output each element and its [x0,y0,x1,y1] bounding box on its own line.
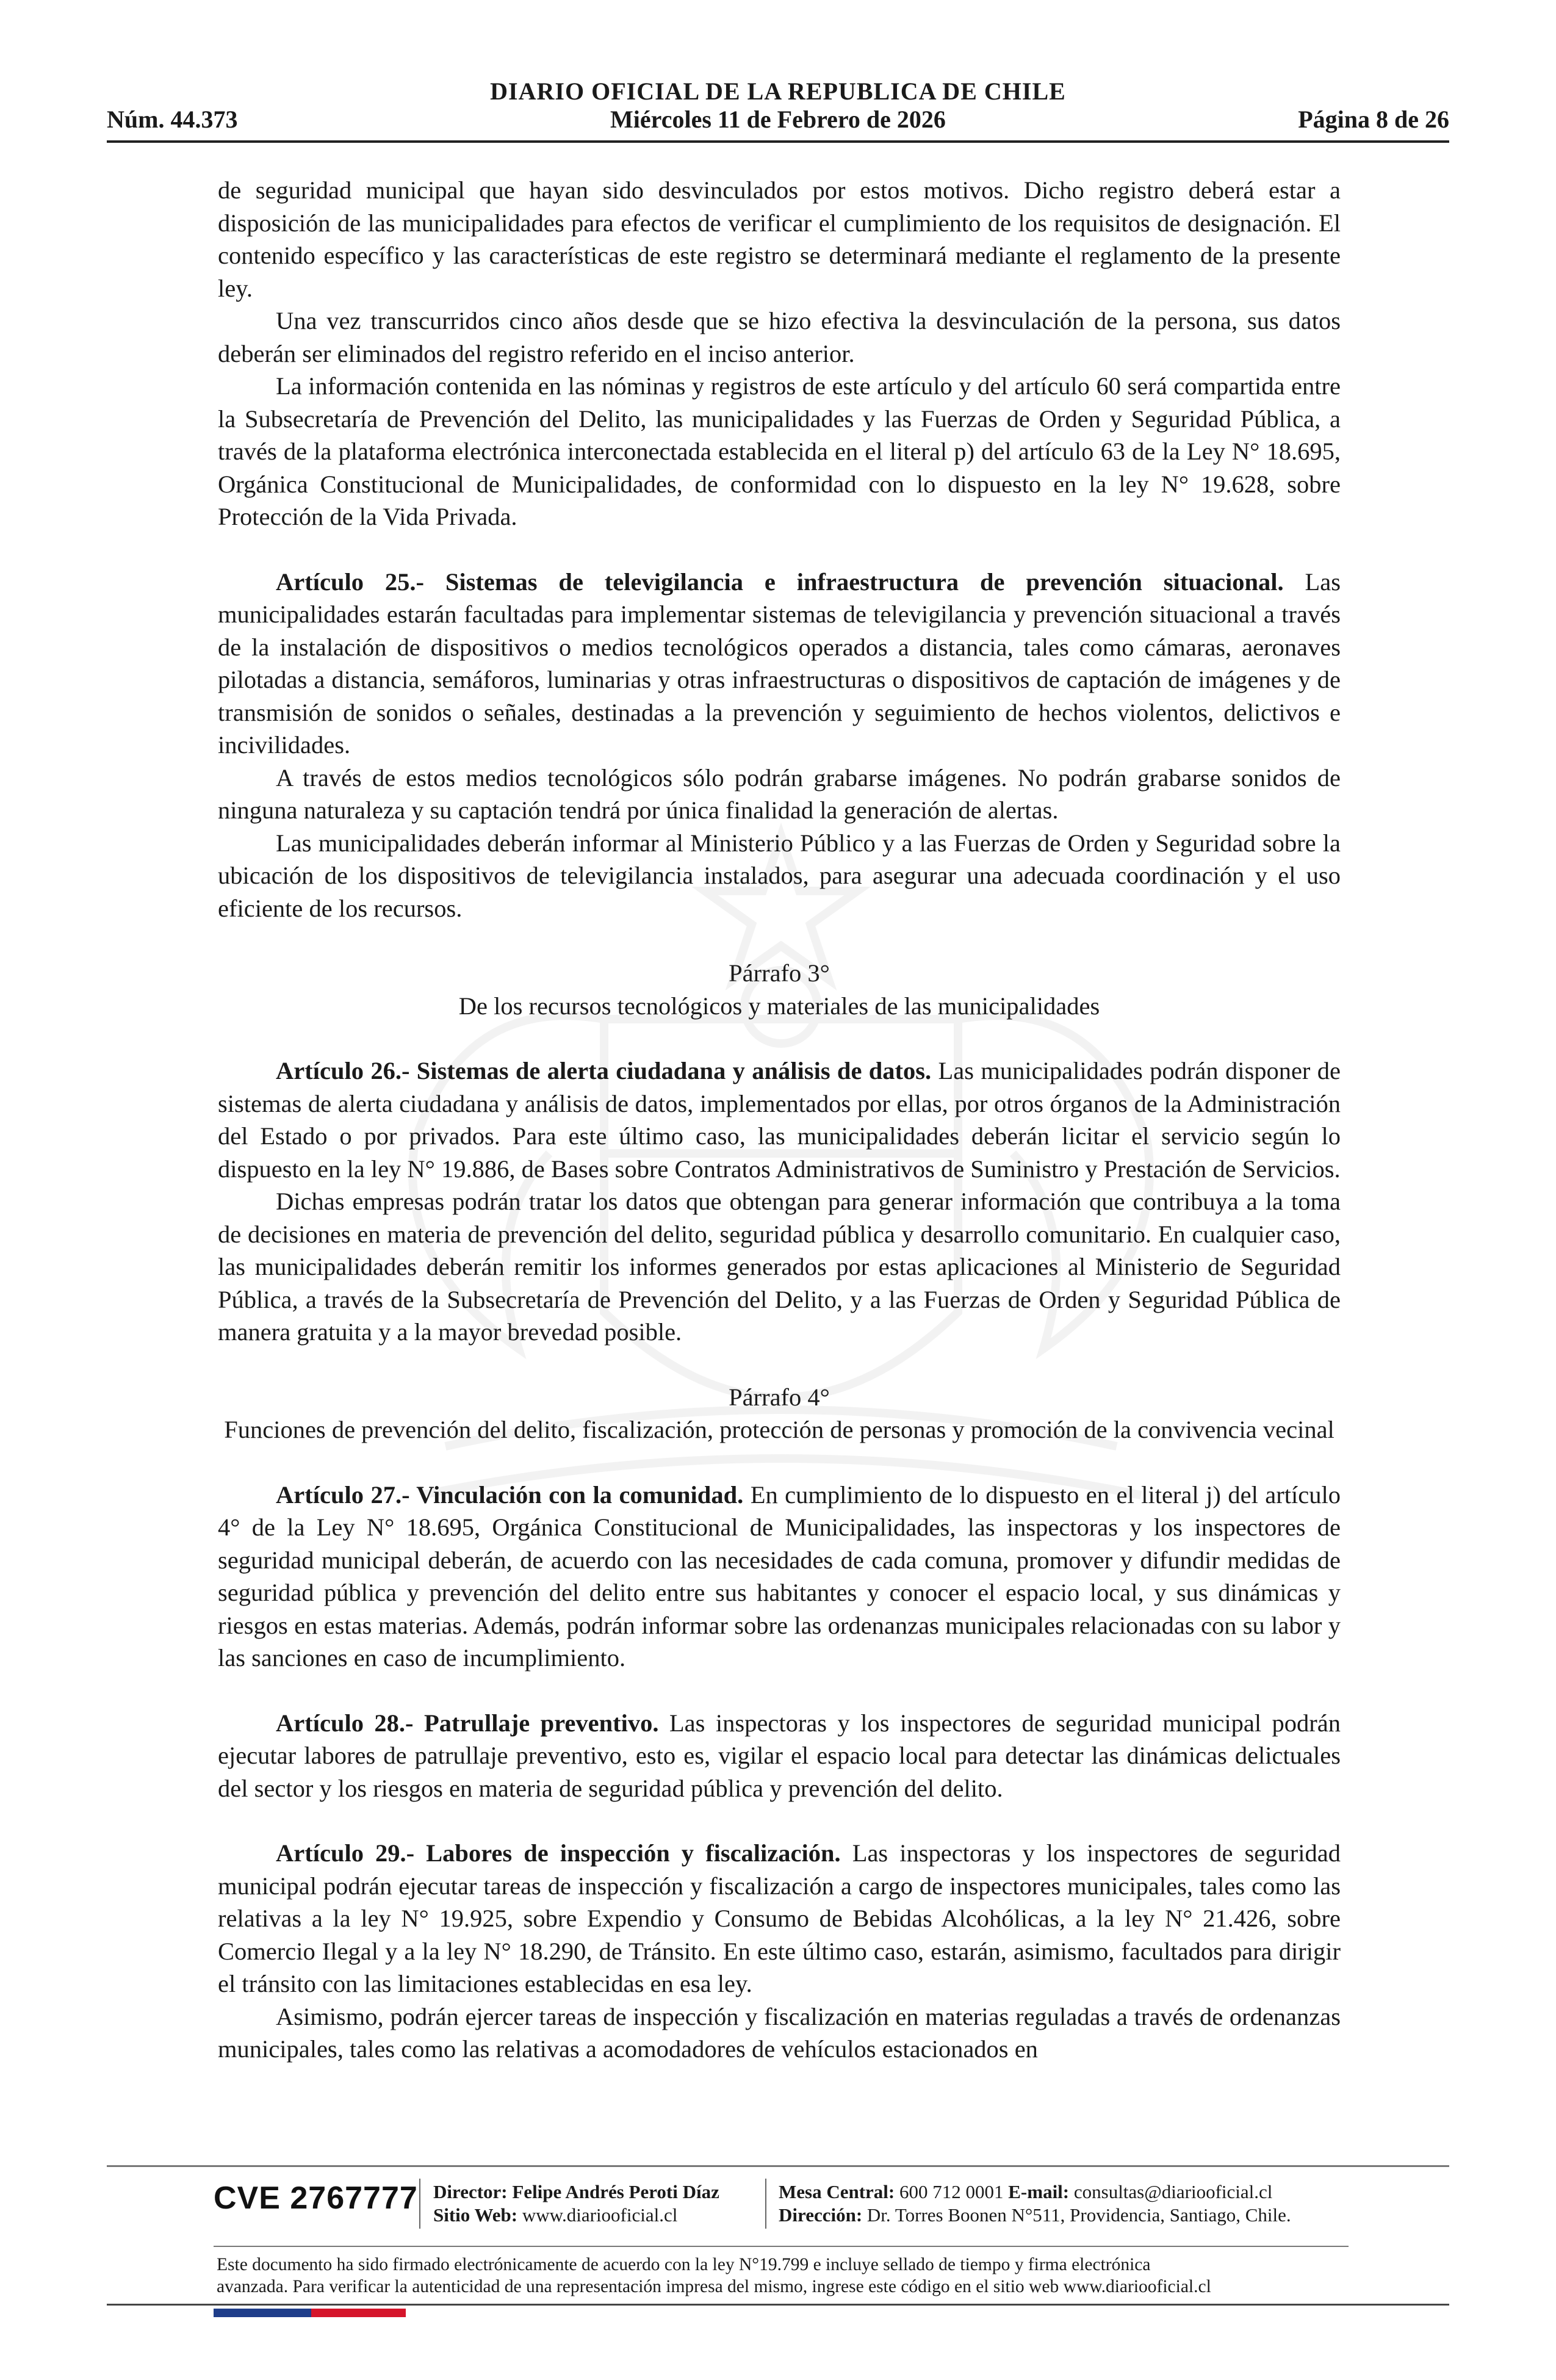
address-value: Dr. Torres Boonen N°511, Providencia, Santiago, Chile. [862,2204,1291,2226]
article-title: Artículo 25.- Sistemas de televigilancia e infraestructura de prevención situacional. [276,568,1284,596]
phone-number: 600 712 0001 [895,2181,1009,2202]
newspaper-title: DIARIO OFICIAL DE LA REPUBLICA DE CHILE [490,78,1066,105]
address-label: Dirección: [779,2204,863,2226]
article-text: Las municipalidades podrán disponer de sistemas de alerta ciudadana y análisis de datos, implementados por ellas, por otros órganos de la Administración del Estado o por privados. Para este último caso, las municipalidades deberán licitar el servicio según lo dispuesto en la ley N° 19.886, de Bases sobre Contratos Administrativos de Suministro y Prestación de Servicios. [218,1057,1341,1183]
mesa-label: Mesa Central: [779,2181,895,2202]
article-29 [218,1837,1341,2000]
article-28 [218,1707,1341,1805]
footer-separator [419,2179,420,2229]
article-title: Artículo 29.- Labores de inspección y fiscalización. [276,1839,841,1867]
section-title: De los recursos tecnológicos y materiales de las municipalidades [458,992,1100,1020]
paragraph: Una vez transcurridos cinco años desde que se hizo efectiva la desvinculación de la persona, sus datos deberán ser eliminados del registro referido en el inciso anterior. [218,307,1341,367]
paragraph: La información contenida en las nóminas y registros de este artículo y del artículo 60 será compartida entre la Subsecretaría de Prevención del Delito, las municipalidades y las Fuerzas de Orden y Seguridad Pública, a través de la plataforma electrónica interconectada establecida en el literal p) del artículo 63 de la Ley N° 18.695, Orgánica Constitucional de Municipalidades, de conformidad con lo dispuesto en la ley N° 19.628, sobre Protección de la Vida Privada. [218,372,1341,530]
article-title: Artículo 28.- Patrullaje preventivo. [276,1709,659,1737]
page-header [107,74,1449,146]
page-indicator: Página 8 de 26 [1298,106,1449,133]
article-title: Artículo 26.- Sistemas de alerta ciudadana y análisis de datos. [276,1057,932,1084]
legal-line: avanzada. Para verificar la autenticidad de una representación impresa del mismo, ingrese este código en el sitio web www.diariooficial.cl [217,2277,1211,2296]
paragraph: Dichas empresas podrán tratar los datos que obtengan para generar información que contribuya a la toma de decisiones en materia de prevención del delito, seguridad pública y desarrollo comunitario. En cualquier caso, las municipalidades deberán remitir los informes generados por estas aplicaciones al Ministerio de Seguridad Pública, a través de la Subsecretaría de Prevención del Delito, y a las Fuerzas de Orden y Seguridad Pública de manera gratuita y a la mayor brevedad posible. [218,1188,1341,1346]
article-26 [218,1055,1341,1185]
director-label: Director: [433,2181,508,2202]
web-label: Sitio Web: [433,2204,518,2226]
paragraph: de seguridad municipal que hayan sido desvinculados por estos motivos. Dicho registro deberá estar a disposición de las municipalidades para efectos de verificar el cumplimiento de los requisitos de designación. El contenido específico y las características de este registro se determinará mediante el reglamento de la presente ley. [218,176,1341,302]
footer-divider [214,2246,1349,2247]
article-text: En cumplimiento de lo dispuesto en el literal j) del artículo 4° de la Ley N° 18.695, Orgánica Constitucional de Municipalidades, las inspectoras y los inspectores de seguridad municipal deberán, de acuerdo con las necesidades de cada comuna, promover y difundir medidas de seguridad pública y prevención del delito entre sus habitantes y conocer el espacio local, y sus dinámicas y riesgos en estas materias. Además, podrán informar sobre las ordenanzas municipales relacionadas con su labor y las sanciones en caso de incumplimiento. [218,1480,1341,1671]
paragraph: A través de estos medios tecnológicos sólo podrán grabarse imágenes. No podrán grabarse sonidos de ninguna naturaleza y su captación tendrá por única finalidad la generación de alertas. [218,763,1341,824]
footer-divider [107,2165,1449,2167]
article-25 [218,566,1341,762]
section-heading: Párrafo 4° [729,1383,830,1411]
footer-divider [107,2304,1449,2306]
article-title: Artículo 27.- Vinculación con la comunidad. [276,1480,744,1509]
cve-code: CVE 2767777 [214,2180,418,2216]
website-link[interactable]: www.diariooficial.cl [517,2204,678,2226]
article-text: Las inspectoras y los inspectores de seguridad municipal podrán ejecutar tareas de inspección y fiscalización a cargo de inspectores municipales, tales como las relativas a la ley N° 19.925, sobre Expendio y Consumo de Bebidas Alcohólicas, a la ley N° 21.426, sobre Comercio Ilegal y a la ley N° 18.290, de Tránsito. En este último caso, estarán, asimismo, facultados para dirigir el tránsito con las limitaciones establecidas en esa ley. [218,1839,1341,1997]
legal-line: Este documento ha sido firmado electrónicamente de acuerdo con la ley N°19.799 e incluye sellado de tiempo y firma electrónica [217,2255,1151,2274]
section-heading: Párrafo 3° [729,959,830,987]
paragraph: Asimismo, podrán ejercer tareas de inspección y fiscalización en materias reguladas a través de ordenanzas municipales, tales como las relativas a acomodadores de vehículos estacionados en [218,2002,1341,2063]
flag-stripe-red [311,2309,406,2317]
email-label: E-mail: [1008,2181,1070,2202]
document-body [218,174,1341,2066]
article-text: Las municipalidades estarán facultadas para implementar sistemas de televigilancia y prevención situacional a través de la instalación de dispositivos o medios tecnológicos operados a distancia, tales como cámaras, aeronaves pilotadas a distancia, semáforos, luminarias y otras infraestructuras o dispositivos de captación de imágenes y de transmisión de sonidos o señales, destinadas a la prevención y seguimiento de hechos violentos, delictivos e incivilidades. [218,568,1341,759]
section-title: Funciones de prevención del delito, fiscalización, protección de personas y promoción de la convivencia vecinal [224,1416,1334,1443]
flag-stripe-blue [214,2309,311,2317]
article-text: Las inspectoras y los inspectores de seguridad municipal podrán ejecutar labores de patrullaje preventivo, esto es, vigilar el espacio local para detectar las dinámicas delictuales del sector y los riesgos en materia de seguridad pública y prevención del delito. [218,1709,1341,1802]
email-link[interactable]: consultas@diariooficial.cl [1069,2181,1273,2202]
footer-contact-block [779,2180,1291,2227]
legal-notice [217,2254,1352,2298]
issue-date: Miércoles 11 de Febrero de 2026 [610,106,946,133]
footer-separator [765,2179,766,2229]
director-name: Felipe Andrés Peroti Díaz [507,2181,719,2202]
issue-number: Núm. 44.373 [107,106,238,133]
paragraph: Las municipalidades deberán informar al Ministerio Público y a las Fuerzas de Orden y Seguridad sobre la ubicación de los dispositivos de televigilancia instalados, para asegurar una adecuada coordinación y el uso eficiente de los recursos. [218,829,1341,922]
footer-director-block [433,2180,719,2227]
article-27 [218,1479,1341,1675]
header-divider [107,140,1449,143]
